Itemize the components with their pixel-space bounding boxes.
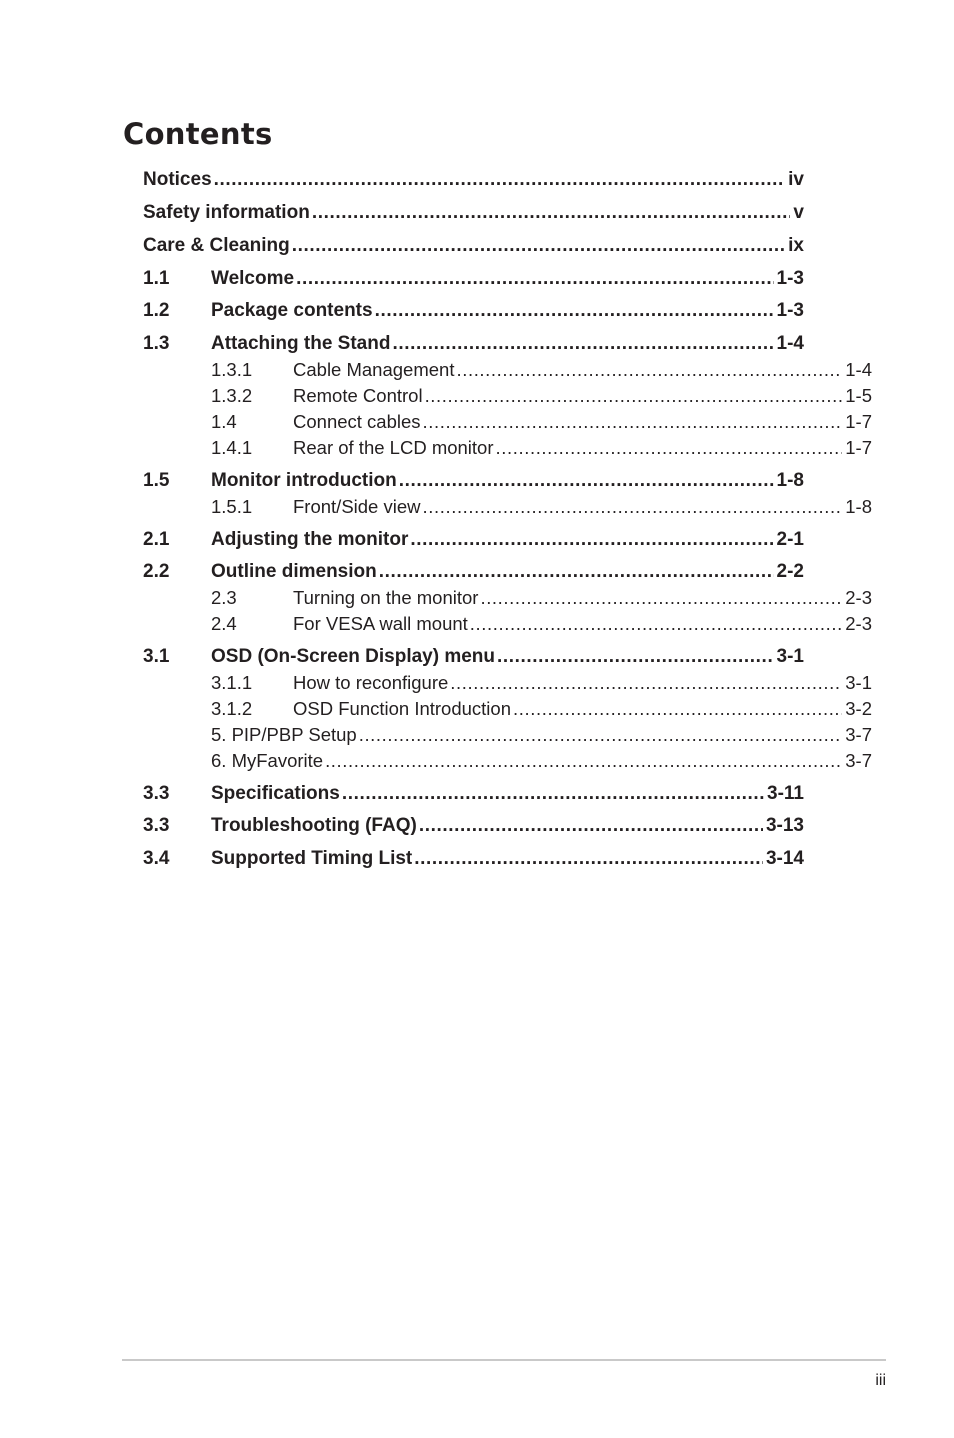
toc-entry-page: 1-5 xyxy=(845,385,872,406)
toc-entry[interactable] xyxy=(143,528,804,552)
table-of-contents xyxy=(143,0,872,900)
toc-entry-number: 1.5 xyxy=(143,470,170,491)
toc-entry-page: 3-11 xyxy=(767,783,804,804)
toc-leader-dots xyxy=(414,847,763,871)
toc-entry-number: 1.5.1 xyxy=(211,496,253,517)
toc-leader-dots xyxy=(425,384,843,408)
toc-entry-title: 5. PIP/PBP Setup xyxy=(211,724,357,745)
toc-entry-page: 2-3 xyxy=(845,613,872,634)
toc-entry-page: 2-3 xyxy=(845,587,872,608)
toc-entry-title: Rear of the LCD monitor xyxy=(293,437,494,458)
toc-leader-dots xyxy=(450,671,842,695)
toc-entry-page: 1-8 xyxy=(776,470,804,491)
toc-entry[interactable] xyxy=(143,469,804,493)
toc-entry[interactable] xyxy=(143,814,804,838)
footer-page-number: iii xyxy=(875,1372,886,1389)
toc-entry[interactable] xyxy=(143,782,804,806)
toc-entry-page: 2-2 xyxy=(776,561,804,582)
toc-entry-page: 3-1 xyxy=(845,672,872,693)
toc-entry-number: 1.4.1 xyxy=(211,437,253,458)
page-title: Contents xyxy=(123,117,273,151)
toc-entry[interactable] xyxy=(143,612,872,636)
toc-leader-dots xyxy=(423,495,843,519)
toc-entry-number: 1.3 xyxy=(143,333,170,354)
toc-entry-title: Connect cables xyxy=(293,411,421,432)
toc-entry-page: iv xyxy=(788,169,804,190)
toc-entry[interactable] xyxy=(143,201,804,225)
toc-entry[interactable] xyxy=(143,645,804,669)
toc-entry-number: 1.1 xyxy=(143,268,170,289)
toc-leader-dots xyxy=(399,469,774,493)
toc-entry[interactable] xyxy=(143,436,872,460)
toc-entry-page: 3-13 xyxy=(765,815,804,836)
toc-leader-dots xyxy=(375,299,774,323)
toc-entry[interactable] xyxy=(143,495,872,519)
toc-leader-dots xyxy=(497,645,774,669)
toc-leader-dots xyxy=(480,586,842,610)
toc-leader-dots xyxy=(470,612,842,636)
toc-entry[interactable] xyxy=(143,749,872,773)
toc-entry[interactable] xyxy=(143,384,872,408)
toc-leader-dots xyxy=(359,723,843,747)
toc-entry-number: 3.3 xyxy=(143,783,170,804)
toc-entry-title: Safety information xyxy=(143,202,310,223)
toc-entry[interactable] xyxy=(143,671,872,695)
toc-entry-page: 3-7 xyxy=(845,750,872,771)
toc-entry-number: 3.4 xyxy=(143,848,170,869)
toc-leader-dots xyxy=(325,749,842,773)
toc-entry-title: For VESA wall mount xyxy=(293,613,468,634)
toc-entry[interactable] xyxy=(143,723,872,747)
toc-entry-title: Turning on the monitor xyxy=(293,587,479,608)
toc-entry[interactable] xyxy=(143,847,804,871)
toc-entry-title: OSD Function Introduction xyxy=(293,698,511,719)
toc-entry-number: 1.2 xyxy=(143,300,170,321)
toc-entry-title: 6. MyFavorite xyxy=(211,750,324,771)
toc-entry-title: Adjusting the monitor xyxy=(211,529,409,550)
toc-entry[interactable] xyxy=(143,358,872,382)
toc-entry-number: 3.1.2 xyxy=(211,698,253,719)
toc-entry-number: 1.3.1 xyxy=(211,359,253,380)
toc-entry[interactable] xyxy=(143,168,804,192)
toc-leader-dots xyxy=(379,560,774,584)
toc-entry-title: Welcome xyxy=(211,268,295,289)
toc-entry-title: Cable Management xyxy=(293,359,455,380)
toc-leader-dots xyxy=(312,201,791,225)
toc-entry-page: 3-1 xyxy=(776,646,804,667)
toc-entry[interactable] xyxy=(143,267,804,291)
toc-entry-page: 1-7 xyxy=(845,411,872,432)
toc-entry-number: 3.3 xyxy=(143,815,170,836)
toc-entry-title: How to reconfigure xyxy=(293,672,449,693)
toc-entry-page: 1-8 xyxy=(845,496,872,517)
toc-entry[interactable] xyxy=(143,560,804,584)
toc-entry[interactable] xyxy=(143,697,872,721)
toc-entry-page: 2-1 xyxy=(776,529,804,550)
toc-leader-dots xyxy=(296,267,773,291)
toc-entry[interactable] xyxy=(143,410,872,434)
toc-entry-page: 1-3 xyxy=(776,300,804,321)
toc-entry-title: Specifications xyxy=(211,783,340,804)
toc-entry-number: 2.3 xyxy=(211,587,237,608)
toc-entry-page: v xyxy=(793,202,804,223)
toc-entry-title: OSD (On-Screen Display) menu xyxy=(211,646,496,667)
toc-entry-title: Monitor introduction xyxy=(211,470,397,491)
toc-entry-number: 1.4 xyxy=(211,411,237,432)
toc-entry[interactable] xyxy=(143,234,804,258)
toc-entry-title: Package contents xyxy=(211,300,373,321)
footer-rule xyxy=(122,1359,886,1361)
toc-entry-page: 1-3 xyxy=(776,268,804,289)
toc-leader-dots xyxy=(392,332,773,356)
toc-entry-number: 3.1.1 xyxy=(211,672,253,693)
toc-leader-dots xyxy=(214,168,786,192)
toc-entry[interactable] xyxy=(143,299,804,323)
toc-entry-title: Notices xyxy=(143,169,212,190)
toc-leader-dots xyxy=(496,436,843,460)
toc-leader-dots xyxy=(410,528,773,552)
toc-leader-dots xyxy=(342,782,764,806)
toc-entry-number: 2.1 xyxy=(143,529,170,550)
toc-leader-dots xyxy=(423,410,843,434)
toc-entry-title: Attaching the Stand xyxy=(211,333,391,354)
toc-entry-title: Troubleshooting (FAQ) xyxy=(211,815,417,836)
toc-entry-number: 2.4 xyxy=(211,613,237,634)
toc-entry-title: Remote Control xyxy=(293,385,423,406)
toc-entry-page: 1-4 xyxy=(845,359,872,380)
toc-leader-dots xyxy=(513,697,842,721)
toc-entry-page: 1-7 xyxy=(845,437,872,458)
toc-entry-page: ix xyxy=(788,235,804,256)
toc-entry-page: 3-14 xyxy=(765,848,804,869)
toc-entry-title: Care & Cleaning xyxy=(143,235,290,256)
toc-leader-dots xyxy=(456,358,842,382)
toc-leader-dots xyxy=(419,814,763,838)
toc-entry-number: 2.2 xyxy=(143,561,170,582)
toc-leader-dots xyxy=(292,234,785,258)
toc-entry-page: 3-7 xyxy=(845,724,872,745)
toc-entry-number: 1.3.2 xyxy=(211,385,253,406)
toc-entry[interactable] xyxy=(143,586,872,610)
toc-entry-page: 3-2 xyxy=(845,698,872,719)
toc-entry[interactable] xyxy=(143,332,804,356)
toc-entry-number: 3.1 xyxy=(143,646,170,667)
toc-entry-title: Front/Side view xyxy=(293,496,421,517)
toc-entry-page: 1-4 xyxy=(776,333,804,354)
toc-entry-title: Outline dimension xyxy=(211,561,377,582)
toc-entry-title: Supported Timing List xyxy=(211,848,413,869)
